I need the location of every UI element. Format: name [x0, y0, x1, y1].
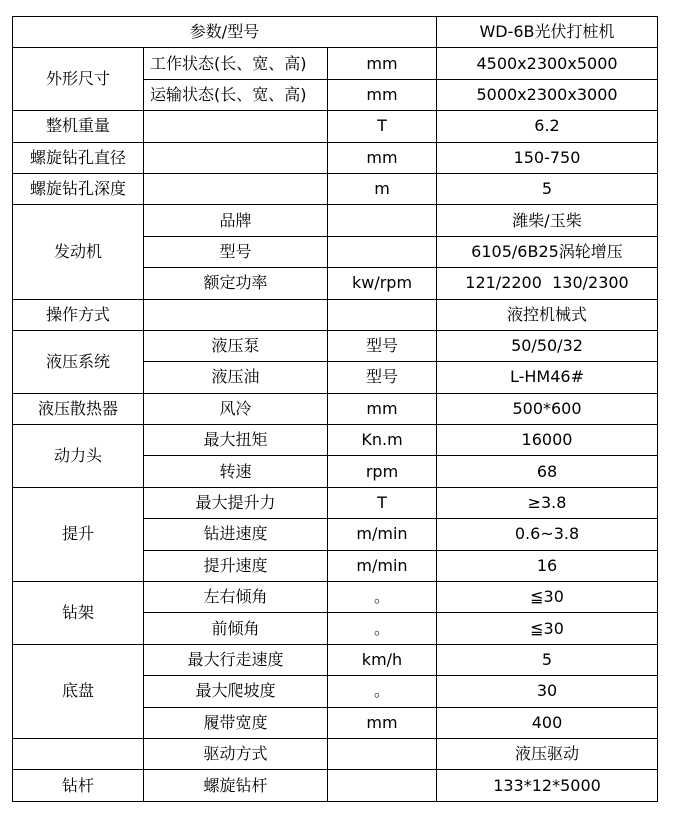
param-name: 型号: [144, 236, 328, 267]
table-row: [13, 142, 658, 173]
unit-cell: mm: [328, 393, 437, 424]
param-name: 钻进速度: [144, 519, 328, 550]
unit-cell: [328, 236, 437, 267]
table-row: [13, 299, 658, 330]
param-name: 螺旋钻杆: [144, 770, 328, 801]
unit-cell: Kn.m: [328, 425, 437, 456]
value-cell: ≥3.8: [437, 487, 658, 518]
table-row: [13, 17, 658, 48]
row-label: 液压散热器: [13, 393, 144, 424]
value-cell: 500*600: [437, 393, 658, 424]
table-row: [13, 770, 658, 801]
table-row: [13, 111, 658, 142]
value-cell: 5: [437, 644, 658, 675]
unit-cell: 型号: [328, 330, 437, 361]
row-label: 螺旋钻孔直径: [13, 142, 144, 173]
value-cell: 400: [437, 707, 658, 738]
param-name: [144, 142, 328, 173]
unit-cell: 型号: [328, 362, 437, 393]
value-cell: 0.6~3.8: [437, 519, 658, 550]
row-label: 发动机: [13, 205, 144, 299]
param-name: 运输状态(长、宽、高): [144, 79, 328, 110]
value-cell: 50/50/32: [437, 330, 658, 361]
table-row: [13, 330, 658, 361]
unit-cell: 。: [328, 613, 437, 644]
unit-cell: rpm: [328, 456, 437, 487]
value-cell: 6.2: [437, 111, 658, 142]
unit-cell: 。: [328, 676, 437, 707]
param-name: 提升速度: [144, 550, 328, 581]
row-label: 底盘: [13, 644, 144, 738]
row-label: 外形尺寸: [13, 48, 144, 111]
row-label: 液压系统: [13, 330, 144, 393]
value-cell: 150-750: [437, 142, 658, 173]
table-row: [13, 48, 658, 79]
value-cell: 5: [437, 173, 658, 204]
unit-cell: mm: [328, 142, 437, 173]
unit-cell: [328, 205, 437, 236]
table-row: [13, 582, 658, 613]
param-name: 驱动方式: [144, 738, 328, 769]
param-name: 履带宽度: [144, 707, 328, 738]
value-cell: 68: [437, 456, 658, 487]
row-label: 螺旋钻孔深度: [13, 173, 144, 204]
value-cell: ≦30: [437, 613, 658, 644]
param-name: [144, 299, 328, 330]
row-label: 钻杆: [13, 770, 144, 801]
param-name: 风冷: [144, 393, 328, 424]
table-row: [13, 487, 658, 518]
unit-cell: m: [328, 173, 437, 204]
value-cell: ≦30: [437, 582, 658, 613]
value-cell: 16: [437, 550, 658, 581]
row-label: [13, 738, 144, 769]
value-cell: 4500x2300x5000: [437, 48, 658, 79]
param-name: 工作状态(长、宽、高): [144, 48, 328, 79]
param-name: 左右倾角: [144, 582, 328, 613]
value-cell: 121/2200 130/2300: [437, 268, 658, 299]
unit-cell: kw/rpm: [328, 268, 437, 299]
table-row: [13, 205, 658, 236]
value-cell: 液控机械式: [437, 299, 658, 330]
unit-cell: [328, 299, 437, 330]
row-label: 操作方式: [13, 299, 144, 330]
param-name: 额定功率: [144, 268, 328, 299]
param-name: 最大扭矩: [144, 425, 328, 456]
value-cell: 6105/6B25涡轮增压: [437, 236, 658, 267]
unit-cell: T: [328, 111, 437, 142]
value-cell: 潍柴/玉柴: [437, 205, 658, 236]
table-row: [13, 425, 658, 456]
unit-cell: mm: [328, 79, 437, 110]
unit-cell: [328, 738, 437, 769]
unit-cell: mm: [328, 707, 437, 738]
value-cell: 液压驱动: [437, 738, 658, 769]
value-cell: 5000x2300x3000: [437, 79, 658, 110]
unit-cell: m/min: [328, 519, 437, 550]
row-label: 提升: [13, 487, 144, 581]
unit-cell: mm: [328, 48, 437, 79]
row-label: 整机重量: [13, 111, 144, 142]
unit-cell: T: [328, 487, 437, 518]
param-name: 前倾角: [144, 613, 328, 644]
param-name: 转速: [144, 456, 328, 487]
param-name: 最大行走速度: [144, 644, 328, 675]
header-param-model: 参数/型号: [13, 17, 437, 48]
table-row: [13, 738, 658, 769]
param-name: 最大爬坡度: [144, 676, 328, 707]
table-row: [13, 393, 658, 424]
param-name: 液压油: [144, 362, 328, 393]
spec-table: [12, 16, 658, 802]
param-name: 液压泵: [144, 330, 328, 361]
row-label: 动力头: [13, 425, 144, 488]
unit-cell: [328, 770, 437, 801]
value-cell: 133*12*5000: [437, 770, 658, 801]
param-name: 最大提升力: [144, 487, 328, 518]
unit-cell: m/min: [328, 550, 437, 581]
value-cell: 30: [437, 676, 658, 707]
param-name: [144, 173, 328, 204]
param-name: 品牌: [144, 205, 328, 236]
value-cell: L-HM46#: [437, 362, 658, 393]
unit-cell: km/h: [328, 644, 437, 675]
param-name: [144, 111, 328, 142]
table-row: [13, 173, 658, 204]
row-label: 钻架: [13, 582, 144, 645]
header-model: WD-6B光伏打桩机: [437, 17, 658, 48]
unit-cell: 。: [328, 582, 437, 613]
value-cell: 16000: [437, 425, 658, 456]
table-row: [13, 644, 658, 675]
